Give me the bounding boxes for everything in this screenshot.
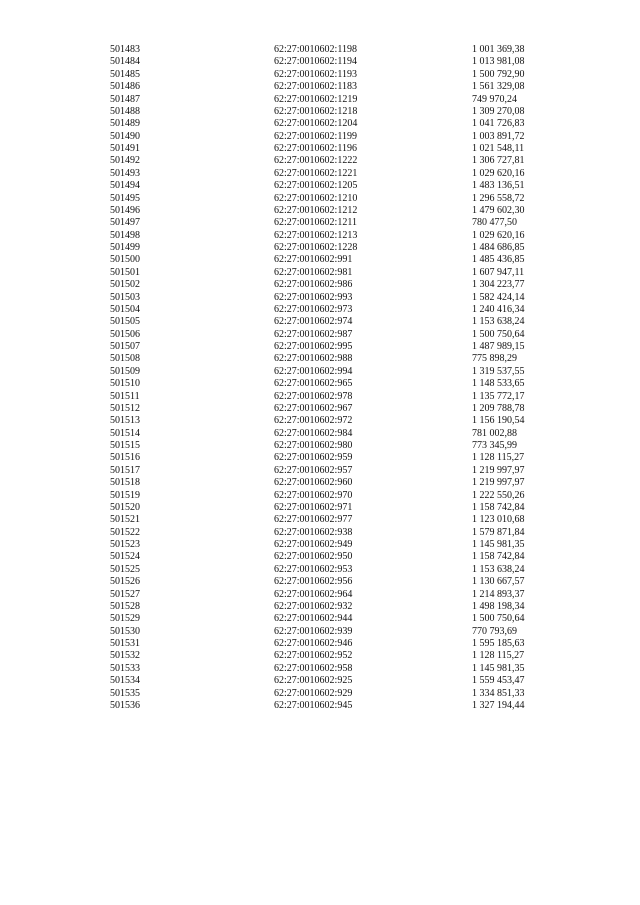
table-row	[110, 502, 560, 514]
row-number: 501484	[110, 56, 140, 68]
table-row	[110, 353, 560, 365]
cadastral-value: 1 479 602,30	[472, 204, 525, 216]
row-number: 501507	[110, 341, 140, 352]
cadastral-value: 1 484 686,85	[472, 242, 525, 253]
table-row	[110, 490, 560, 502]
cadastral-value: 1 013 981,08	[472, 56, 525, 68]
cadastral-number: 62:27:0010602:952	[274, 650, 353, 662]
cadastral-number: 62:27:0010602:1205	[274, 180, 358, 192]
cadastral-number: 62:27:0010602:984	[274, 427, 353, 439]
table-row	[110, 254, 560, 266]
row-number: 501516	[110, 452, 140, 464]
cadastral-number: 62:27:0010602:1218	[274, 105, 358, 117]
row-number: 501532	[110, 650, 140, 662]
cadastral-value: 1 156 190,54	[472, 415, 525, 427]
row-number: 501526	[110, 576, 140, 588]
cadastral-number: 62:27:0010602:978	[274, 390, 353, 402]
row-number: 501499	[110, 242, 140, 253]
cadastral-number: 62:27:0010602:1212	[274, 204, 358, 216]
cadastral-number: 62:27:0010602:1210	[274, 192, 358, 204]
cadastral-value: 780 477,50	[472, 217, 517, 229]
cadastral-number: 62:27:0010602:939	[274, 625, 353, 637]
cadastral-value: 1 309 270,08	[472, 105, 525, 117]
cadastral-value: 1 123 010,68	[472, 514, 525, 526]
cadastral-value: 1 607 947,11	[472, 266, 525, 278]
cadastral-value: 1 158 742,84	[472, 501, 525, 513]
cadastral-number: 62:27:0010602:945	[274, 699, 353, 711]
row-number: 501533	[110, 662, 140, 674]
cadastral-value: 1 595 185,63	[472, 638, 525, 649]
row-number: 501523	[110, 539, 140, 550]
table-row	[110, 341, 560, 353]
table-row	[110, 514, 560, 526]
row-number: 501525	[110, 563, 140, 575]
cadastral-value: 1 219 997,97	[472, 464, 525, 476]
table-row	[110, 193, 560, 205]
cadastral-value: 1 487 989,15	[472, 341, 525, 352]
cadastral-value: 1 029 620,16	[472, 229, 525, 241]
cadastral-value: 773 345,99	[472, 440, 517, 451]
table-row	[110, 452, 560, 464]
cadastral-value: 1 003 891,72	[472, 130, 525, 142]
cadastral-number: 62:27:0010602:981	[274, 266, 353, 278]
cadastral-number: 62:27:0010602:929	[274, 687, 353, 699]
cadastral-number: 62:27:0010602:1199	[274, 130, 357, 142]
row-number: 501490	[110, 130, 140, 142]
table-row	[110, 217, 560, 229]
row-number: 501521	[110, 514, 140, 526]
table-row	[110, 242, 560, 254]
row-number: 501487	[110, 93, 140, 105]
cadastral-value: 1 128 115,27	[472, 452, 525, 464]
data-table	[110, 44, 560, 712]
row-number: 501492	[110, 155, 140, 167]
row-number: 501522	[110, 526, 140, 538]
cadastral-value: 1 145 981,35	[472, 539, 525, 550]
cadastral-value: 1 001 369,38	[472, 44, 525, 55]
table-row	[110, 118, 560, 130]
row-number: 501493	[110, 167, 140, 179]
table-row	[110, 551, 560, 563]
table-row	[110, 415, 560, 427]
table-row	[110, 564, 560, 576]
row-number: 501517	[110, 464, 140, 476]
cadastral-value: 1 327 194,44	[472, 699, 525, 711]
cadastral-value: 1 041 726,83	[472, 118, 525, 130]
row-number: 501511	[110, 390, 140, 402]
cadastral-number: 62:27:0010602:974	[274, 316, 353, 328]
cadastral-value: 1 135 772,17	[472, 390, 525, 402]
row-number: 501489	[110, 118, 140, 130]
row-number: 501527	[110, 588, 140, 600]
cadastral-value: 1 561 329,08	[472, 81, 525, 93]
table-row	[110, 675, 560, 687]
cadastral-value: 1 500 792,90	[472, 68, 525, 80]
row-number: 501501	[110, 266, 140, 278]
row-number: 501509	[110, 365, 140, 377]
cadastral-number: 62:27:0010602:988	[274, 353, 353, 365]
table-row	[110, 700, 560, 712]
cadastral-value: 1 296 558,72	[472, 192, 525, 204]
table-row	[110, 155, 560, 167]
table-row	[110, 205, 560, 217]
table-row	[110, 44, 560, 56]
cadastral-value: 1 029 620,16	[472, 167, 525, 179]
cadastral-value: 1 500 750,64	[472, 328, 525, 340]
table-row	[110, 477, 560, 489]
table-row	[110, 638, 560, 650]
table-row	[110, 589, 560, 601]
row-number: 501504	[110, 303, 140, 315]
row-number: 501515	[110, 440, 140, 451]
row-number: 501485	[110, 68, 140, 80]
cadastral-number: 62:27:0010602:1211	[274, 217, 357, 229]
cadastral-value: 1 021 548,11	[472, 143, 525, 154]
table-row	[110, 267, 560, 279]
cadastral-number: 62:27:0010602:1213	[274, 229, 358, 241]
table-row	[110, 378, 560, 390]
cadastral-value: 1 148 533,65	[472, 378, 525, 390]
cadastral-number: 62:27:0010602:958	[274, 662, 353, 674]
cadastral-number: 62:27:0010602:956	[274, 576, 353, 588]
cadastral-number: 62:27:0010602:944	[274, 613, 353, 625]
row-number: 501514	[110, 427, 140, 439]
table-row	[110, 230, 560, 242]
row-number: 501512	[110, 402, 140, 414]
cadastral-value: 775 898,29	[472, 353, 517, 365]
cadastral-number: 62:27:0010602:977	[274, 514, 353, 526]
cadastral-value: 1 240 416,34	[472, 303, 525, 315]
table-row	[110, 391, 560, 403]
table-row	[110, 428, 560, 440]
row-number: 501500	[110, 254, 140, 266]
cadastral-number: 62:27:0010602:965	[274, 378, 353, 390]
cadastral-number: 62:27:0010602:993	[274, 291, 353, 303]
cadastral-number: 62:27:0010602:1193	[274, 68, 357, 80]
cadastral-value: 1 319 537,55	[472, 365, 525, 377]
cadastral-number: 62:27:0010602:953	[274, 563, 353, 575]
table-row	[110, 316, 560, 328]
table-row	[110, 440, 560, 452]
cadastral-number: 62:27:0010602:980	[274, 440, 353, 451]
table-row	[110, 403, 560, 415]
cadastral-value: 1 485 436,85	[472, 254, 525, 266]
row-number: 501495	[110, 192, 140, 204]
row-number: 501520	[110, 501, 140, 513]
row-number: 501519	[110, 489, 140, 501]
row-number: 501488	[110, 105, 140, 117]
cadastral-number: 62:27:0010602:950	[274, 551, 353, 563]
cadastral-value: 1 579 871,84	[472, 526, 525, 538]
row-number: 501505	[110, 316, 140, 328]
table-row	[110, 168, 560, 180]
table-row	[110, 366, 560, 378]
cadastral-value: 1 500 750,64	[472, 613, 525, 625]
table-row	[110, 106, 560, 118]
row-number: 501528	[110, 600, 140, 612]
table-row	[110, 180, 560, 192]
cadastral-number: 62:27:0010602:964	[274, 588, 353, 600]
table-row	[110, 329, 560, 341]
cadastral-number: 62:27:0010602:1183	[274, 81, 357, 93]
cadastral-value: 1 306 727,81	[472, 155, 525, 167]
cadastral-value: 1 334 851,33	[472, 687, 525, 699]
row-number: 501497	[110, 217, 140, 229]
cadastral-number: 62:27:0010602:987	[274, 328, 353, 340]
cadastral-value: 1 559 453,47	[472, 675, 525, 687]
table-row	[110, 143, 560, 155]
row-number: 501486	[110, 81, 140, 93]
table-row	[110, 81, 560, 93]
cadastral-number: 62:27:0010602:1221	[274, 167, 358, 179]
cadastral-number: 62:27:0010602:959	[274, 452, 353, 464]
cadastral-number: 62:27:0010602:1198	[274, 44, 357, 55]
cadastral-value: 770 793,69	[472, 625, 517, 637]
cadastral-number: 62:27:0010602:971	[274, 501, 353, 513]
cadastral-value: 1 304 223,77	[472, 279, 525, 291]
table-row	[110, 69, 560, 81]
cadastral-value: 1 582 424,14	[472, 291, 525, 303]
row-number: 501531	[110, 638, 140, 649]
cadastral-value: 1 214 893,37	[472, 588, 525, 600]
row-number: 501518	[110, 477, 140, 489]
cadastral-value: 1 158 742,84	[472, 551, 525, 563]
table-row	[110, 56, 560, 68]
row-number: 501524	[110, 551, 140, 563]
row-number: 501508	[110, 353, 140, 365]
cadastral-value: 781 002,88	[472, 427, 517, 439]
cadastral-number: 62:27:0010602:938	[274, 526, 353, 538]
cadastral-number: 62:27:0010602:970	[274, 489, 353, 501]
row-number: 501483	[110, 44, 140, 55]
cadastral-number: 62:27:0010602:1196	[274, 143, 357, 154]
cadastral-number: 62:27:0010602:1204	[274, 118, 358, 130]
cadastral-value: 1 219 997,97	[472, 477, 525, 489]
table-row	[110, 279, 560, 291]
row-number: 501506	[110, 328, 140, 340]
cadastral-value: 749 970,24	[472, 93, 517, 105]
table-row	[110, 465, 560, 477]
cadastral-number: 62:27:0010602:967	[274, 402, 353, 414]
cadastral-number: 62:27:0010602:925	[274, 675, 353, 687]
row-number: 501529	[110, 613, 140, 625]
cadastral-value: 1 222 550,26	[472, 489, 525, 501]
cadastral-number: 62:27:0010602:1219	[274, 93, 358, 105]
table-row	[110, 576, 560, 588]
cadastral-number: 62:27:0010602:973	[274, 303, 353, 315]
row-number: 501510	[110, 378, 140, 390]
cadastral-number: 62:27:0010602:949	[274, 539, 353, 550]
table-row	[110, 626, 560, 638]
cadastral-number: 62:27:0010602:1222	[274, 155, 358, 167]
cadastral-value: 1 483 136,51	[472, 180, 525, 192]
table-row	[110, 601, 560, 613]
row-number: 501530	[110, 625, 140, 637]
cadastral-number: 62:27:0010602:995	[274, 341, 353, 352]
row-number: 501498	[110, 229, 140, 241]
cadastral-number: 62:27:0010602:957	[274, 464, 353, 476]
row-number: 501503	[110, 291, 140, 303]
cadastral-value: 1 209 788,78	[472, 402, 525, 414]
row-number: 501534	[110, 675, 140, 687]
table-row	[110, 613, 560, 625]
cadastral-value: 1 498 198,34	[472, 600, 525, 612]
cadastral-number: 62:27:0010602:972	[274, 415, 353, 427]
cadastral-number: 62:27:0010602:994	[274, 365, 353, 377]
table-row	[110, 131, 560, 143]
cadastral-number: 62:27:0010602:986	[274, 279, 353, 291]
cadastral-value: 1 153 638,24	[472, 563, 525, 575]
cadastral-number: 62:27:0010602:960	[274, 477, 353, 489]
row-number: 501536	[110, 699, 140, 711]
table-row	[110, 663, 560, 675]
row-number: 501494	[110, 180, 140, 192]
table-row	[110, 650, 560, 662]
table-row	[110, 688, 560, 700]
cadastral-value: 1 153 638,24	[472, 316, 525, 328]
cadastral-value: 1 128 115,27	[472, 650, 525, 662]
table-row	[110, 292, 560, 304]
cadastral-number: 62:27:0010602:946	[274, 638, 353, 649]
row-number: 501496	[110, 204, 140, 216]
row-number: 501491	[110, 143, 140, 154]
cadastral-value: 1 130 667,57	[472, 576, 525, 588]
table-row	[110, 304, 560, 316]
cadastral-value: 1 145 981,35	[472, 662, 525, 674]
cadastral-number: 62:27:0010602:932	[274, 600, 353, 612]
row-number: 501535	[110, 687, 140, 699]
table-row	[110, 527, 560, 539]
table-row	[110, 94, 560, 106]
row-number: 501502	[110, 279, 140, 291]
cadastral-number: 62:27:0010602:1228	[274, 242, 358, 253]
table-row	[110, 539, 560, 551]
cadastral-number: 62:27:0010602:1194	[274, 56, 357, 68]
cadastral-number: 62:27:0010602:991	[274, 254, 353, 266]
row-number: 501513	[110, 415, 140, 427]
